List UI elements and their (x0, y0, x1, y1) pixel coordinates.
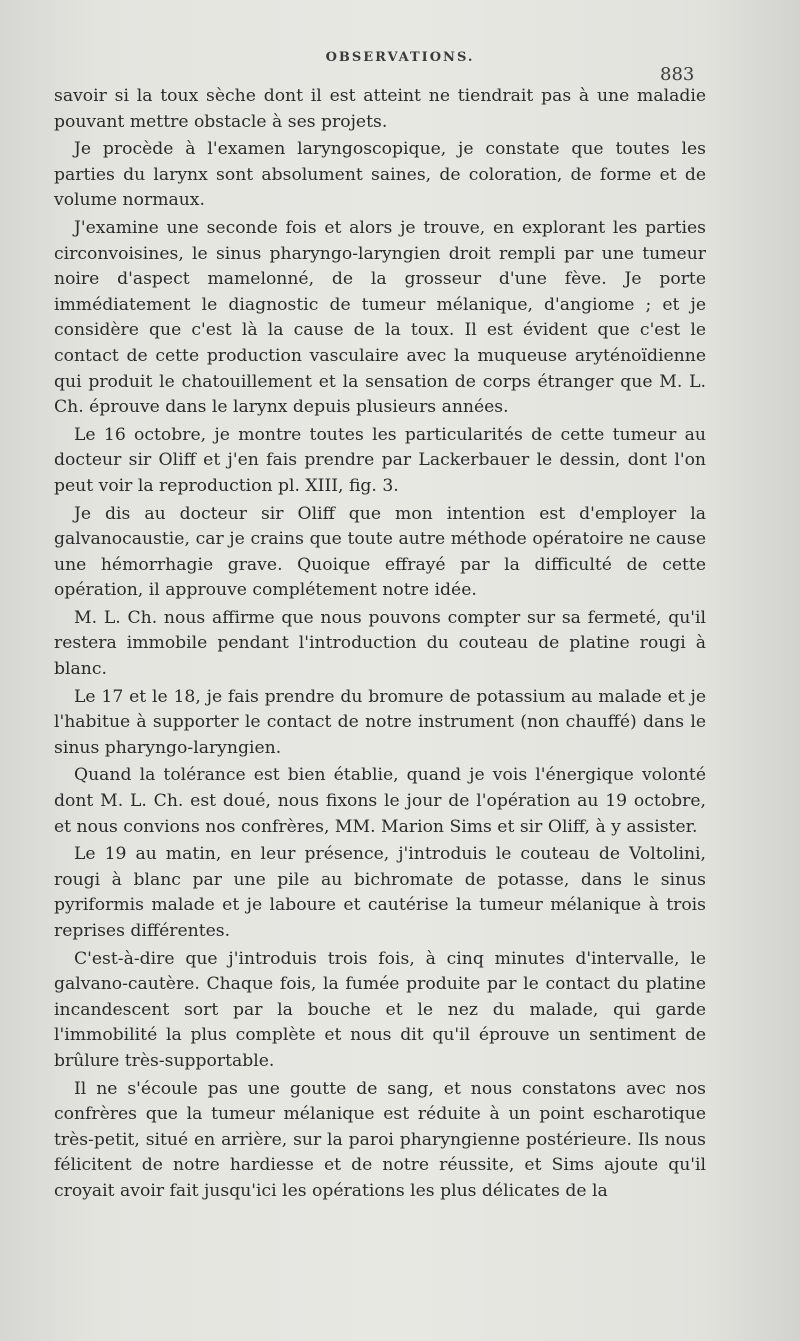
paragraph: savoir si la toux sèche dont il est atteint ne tiendrait pas à une maladie pouvant mettre obstacle à ses projets. (54, 86, 706, 132)
paragraph: Il ne s'écoule pas une goutte de sang, et nous constatons avec nos confrères que la tumeur mélanique est réduite à un point escharotique très-petit, situé en arrière, sur la paroi pharyngienne postérieure. Ils nous félicitent de notre hardiesse et de notre réussite, et Sims ajoute qu'il croyait avoir fait jusqu'ici les opérations les plus délicates de la (54, 1078, 706, 1201)
paragraph: Je dis au docteur sir Oliff que mon intention est d'employer la galvanocaustie, car je crains que toute autre méthode opératoire ne cause une hémorrhagie grave. Quoique effrayé par la difficulté de cette opération, il approuve complétement notre idée. (54, 503, 706, 601)
running-title: OBSERVATIONS. (325, 50, 475, 65)
body-text (54, 84, 706, 1207)
paragraph: Le 19 au matin, en leur présence, j'introduis le couteau de Voltolini, rougi à blanc par une pile au bichromate de potasse, dans le sinus pyriformis malade et je laboure et cautérise la tumeur mélanique à trois reprises différentes. (54, 844, 706, 941)
page-number: 883 (660, 64, 695, 85)
paragraph: Je procède à l'examen laryngoscopique, je constate que toutes les parties du larynx sont absolument saines, de coloration, de forme et de volume normaux. (54, 139, 706, 211)
paragraph: M. L. Ch. nous affirme que nous pouvons compter sur sa fermeté, qu'il restera immobile pendant l'introduction du couteau de platine rougi à blanc. (54, 607, 706, 680)
paragraph: J'examine une seconde fois et alors je trouve, en explorant les parties circonvoisines, le sinus pharyngo-laryngien droit rempli par une tumeur noire d'aspect mamelonné, de la grosseur d'une fève. Je porte immédiatement le diagnostic de tumeur mélanique, d'angiome ; et je considère que c'est là la cause de la toux. Il est évident que c'est le contact de cette production vasculaire avec la muqueuse aryténoïdienne qui produit le chatouillement et la sensation de corps étranger que M. L. Ch. éprouve dans le larynx depuis plusieurs années. (54, 217, 706, 418)
paragraph: Quand la tolérance est bien établie, quand je vois l'énergique volonté dont M. L. Ch. est doué, nous fixons le jour de l'opération au 19 octobre, et nous convions nos confrères, MM. Marion Sims et sir Oliff, à y assister. (54, 765, 706, 837)
paragraph: C'est-à-dire que j'introduis trois fois, à cinq minutes d'intervalle, le galvano-cautère. Chaque fois, la fumée produite par le contact du platine incandescent sort par la bouche et le nez du malade, qui garde l'immobilité la plus complète et nous dit qu'il éprouve un sentiment de brûlure très-supportable. (54, 948, 706, 1071)
paragraph: Le 16 octobre, je montre toutes les particularités de cette tumeur au docteur sir Oliff et j'en fais prendre par Lackerbauer le dessin, dont l'on peut voir la reproduction pl. XIII, fig. 3. (54, 424, 706, 496)
paragraph: Le 17 et le 18, je fais prendre du bromure de potassium au malade et je l'habitue à supporter le contact de notre instrument (non chauffé) dans le sinus pharyngo-laryngien. (54, 686, 706, 758)
